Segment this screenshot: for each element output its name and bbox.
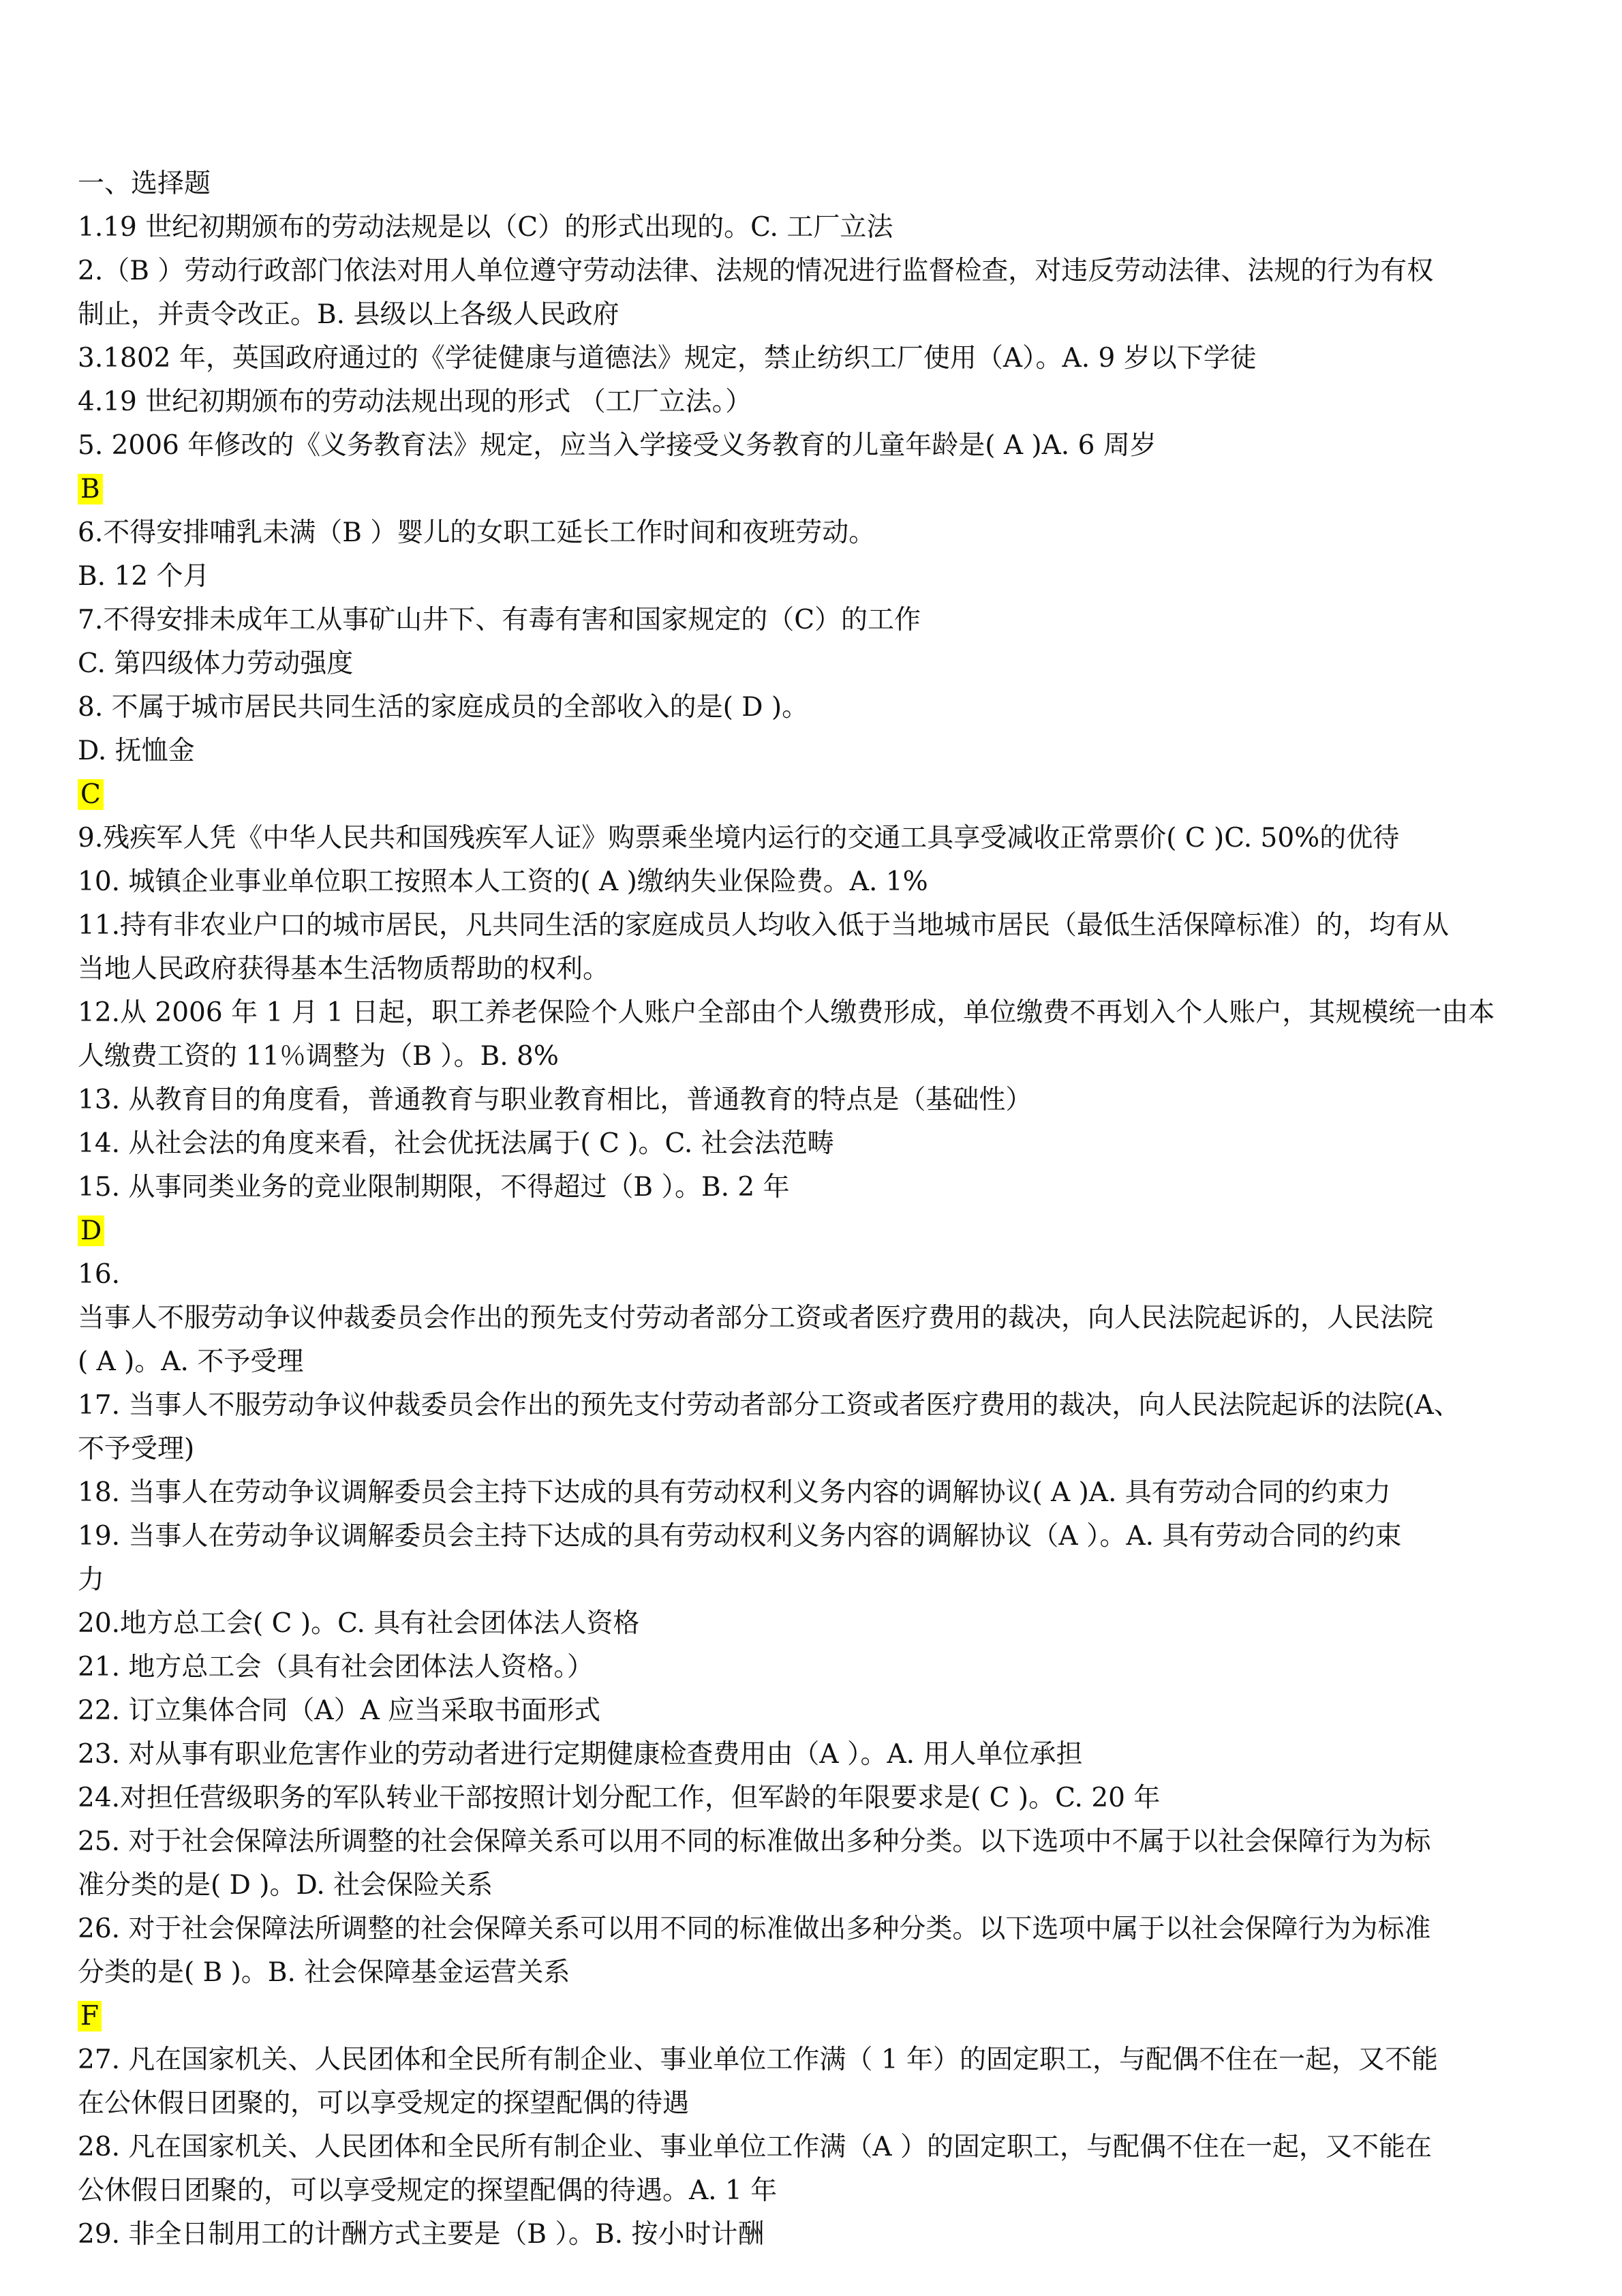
section-letter [78,468,1557,511]
text-line: 20.地方总工会( C )。C. 具有社会团体法人资格 [78,1608,640,1639]
text-line: 28. 凡在国家机关、人民团体和全民所有制企业、事业单位工作满（A ）的固定职工，与配偶不住在一起，又不能在 [78,2132,1432,2162]
text-line: 当地人民政府获得基本生活物质帮助的权利。 [78,954,610,984]
text-line: 公休假日团聚的，可以享受规定的探望配偶的待遇。A. 1 年 [78,2175,778,2206]
text-line: D. 抚恤金 [78,736,195,766]
text-line: 5. 2006 年修改的《义务教育法》规定，应当入学接受义务教育的儿童年龄是( A )A. 6 周岁 [78,430,1157,461]
section-letter [78,1209,1557,1253]
document-body [78,162,1557,2256]
text-line: 不予受理) [78,1434,195,1464]
question-list [78,206,1557,2256]
text-line: 7.不得安排未成年工从事矿山井下、有毒有害和国家规定的（C）的工作 [78,605,921,635]
text-line: 24.对担任营级职务的军队转业干部按照计划分配工作，但军龄的年限要求是( C )。C. 20 年 [78,1783,1161,1813]
text-line: 人缴费工资的 11％调整为（B ）。B. 8% [78,1041,559,1072]
text-line: 9.残疾军人凭《中华人民共和国残疾军人证》购票乘坐境内运行的交通工具享受减收正常票价( C )C. 50%的优待 [78,823,1400,854]
section-letter [78,773,1557,817]
text-line: B. 12 个月 [78,561,210,592]
text-line: 制止，并责令改正。B. 县级以上各级人民政府 [78,299,619,330]
highlighted-letter: D [78,1215,104,1246]
text-line: 在公休假日团聚的，可以享受规定的探望配偶的待遇 [78,2088,690,2119]
section-letter [78,1995,1557,2038]
text-line: C. 第四级体力劳动强度 [78,648,354,679]
text-line: 6.不得安排哺乳未满（B ）婴儿的女职工延长工作时间和夜班劳动。 [78,517,876,548]
text-line: 26. 对于社会保障法所调整的社会保障关系可以用不同的标准做出多种分类。以下选项中属于以社会保障行为为标准 [78,1914,1431,1944]
text-line: 准分类的是( D )。D. 社会保险关系 [78,1870,493,1901]
text-line: 分类的是( B )。B. 社会保障基金运营关系 [78,1957,570,1988]
text-line: 23. 对从事有职业危害作业的劳动者进行定期健康检查费用由（A ）。A. 用人单位承担 [78,1739,1083,1770]
highlighted-letter: C [78,779,104,810]
text-line: 4.19 世纪初期颁布的劳动法规出现的形式 （工厂立法。） [78,387,752,417]
text-line: 17. 当事人不服劳动争议仲裁委员会作出的预先支付劳动者部分工资或者医疗费用的裁决，向人民法院起诉的法院(A、 [78,1390,1460,1421]
section-title: 一、选择题 [78,168,211,199]
highlighted-letter: F [78,2001,102,2031]
text-line: ( A )。A. 不予受理 [78,1346,304,1377]
highlighted-letter: B [78,474,103,504]
text-line: 19. 当事人在劳动争议调解委员会主持下达成的具有劳动权利义务内容的调解协议（A ）。A. 具有劳动合同的约束 [78,1521,1402,1552]
text-line: 25. 对于社会保障法所调整的社会保障关系可以用不同的标准做出多种分类。以下选项中不属于以社会保障行为为标 [78,1826,1431,1857]
text-line: 16. [78,1259,121,1290]
text-line: 14. 从社会法的角度来看，社会优抚法属于( C )。C. 社会法范畴 [78,1128,834,1159]
text-line: 当事人不服劳动争议仲裁委员会作出的预先支付劳动者部分工资或者医疗费用的裁决，向人民法院起诉的，人民法院 [78,1303,1434,1333]
text-line: 1.19 世纪初期颁布的劳动法规是以（C）的形式出现的。C. 工厂立法 [78,212,893,243]
text-line: 18. 当事人在劳动争议调解委员会主持下达成的具有劳动权利义务内容的调解协议( A )A. 具有劳动合同的约束力 [78,1477,1391,1508]
text-line: 29. 非全日制用工的计酬方式主要是（B ）。B. 按小时计酬 [78,2219,765,2250]
text-line: 10. 城镇企业事业单位职工按照本人工资的( A )缴纳失业保险费。A. 1% [78,866,928,897]
text-line: 21. 地方总工会（具有社会团体法人资格。） [78,1652,594,1682]
text-line: 11.持有非农业户口的城市居民，凡共同生活的家庭成员人均收入低于当地城市居民（最低生活保障标准）的，均有从 [78,910,1450,941]
text-line: 8. 不属于城市居民共同生活的家庭成员的全部收入的是( D )。 [78,692,809,723]
text-line: 15. 从事同类业务的竞业限制期限，不得超过（B ）。B. 2 年 [78,1172,790,1203]
text-line: 27. 凡在国家机关、人民团体和全民所有制企业、事业单位工作满（ 1 年）的固定职工，与配偶不住在一起，又不能 [78,2044,1439,2075]
text-line: 2.（B ）劳动行政部门依法对用人单位遵守劳动法律、法规的情况进行监督检查，对违反劳动法律、法规的行为有权 [78,256,1434,286]
text-line: 13. 从教育目的角度看，普通教育与职业教育相比，普通教育的特点是（基础性） [78,1085,1032,1115]
text-line: 22. 订立集体合同（A）A 应当采取书面形式 [78,1695,601,1726]
text-line: 3.1802 年，英国政府通过的《学徒健康与道德法》规定，禁止纺织工厂使用（A）。A. 9 岁以下学徒 [78,343,1257,374]
text-line: 力 [78,1565,105,1595]
text-line: 12.从 2006 年 1 月 1 日起，职工养老保险个人账户全部由个人缴费形成，单位缴费不再划入个人账户，其规模统一由本 [78,997,1495,1028]
